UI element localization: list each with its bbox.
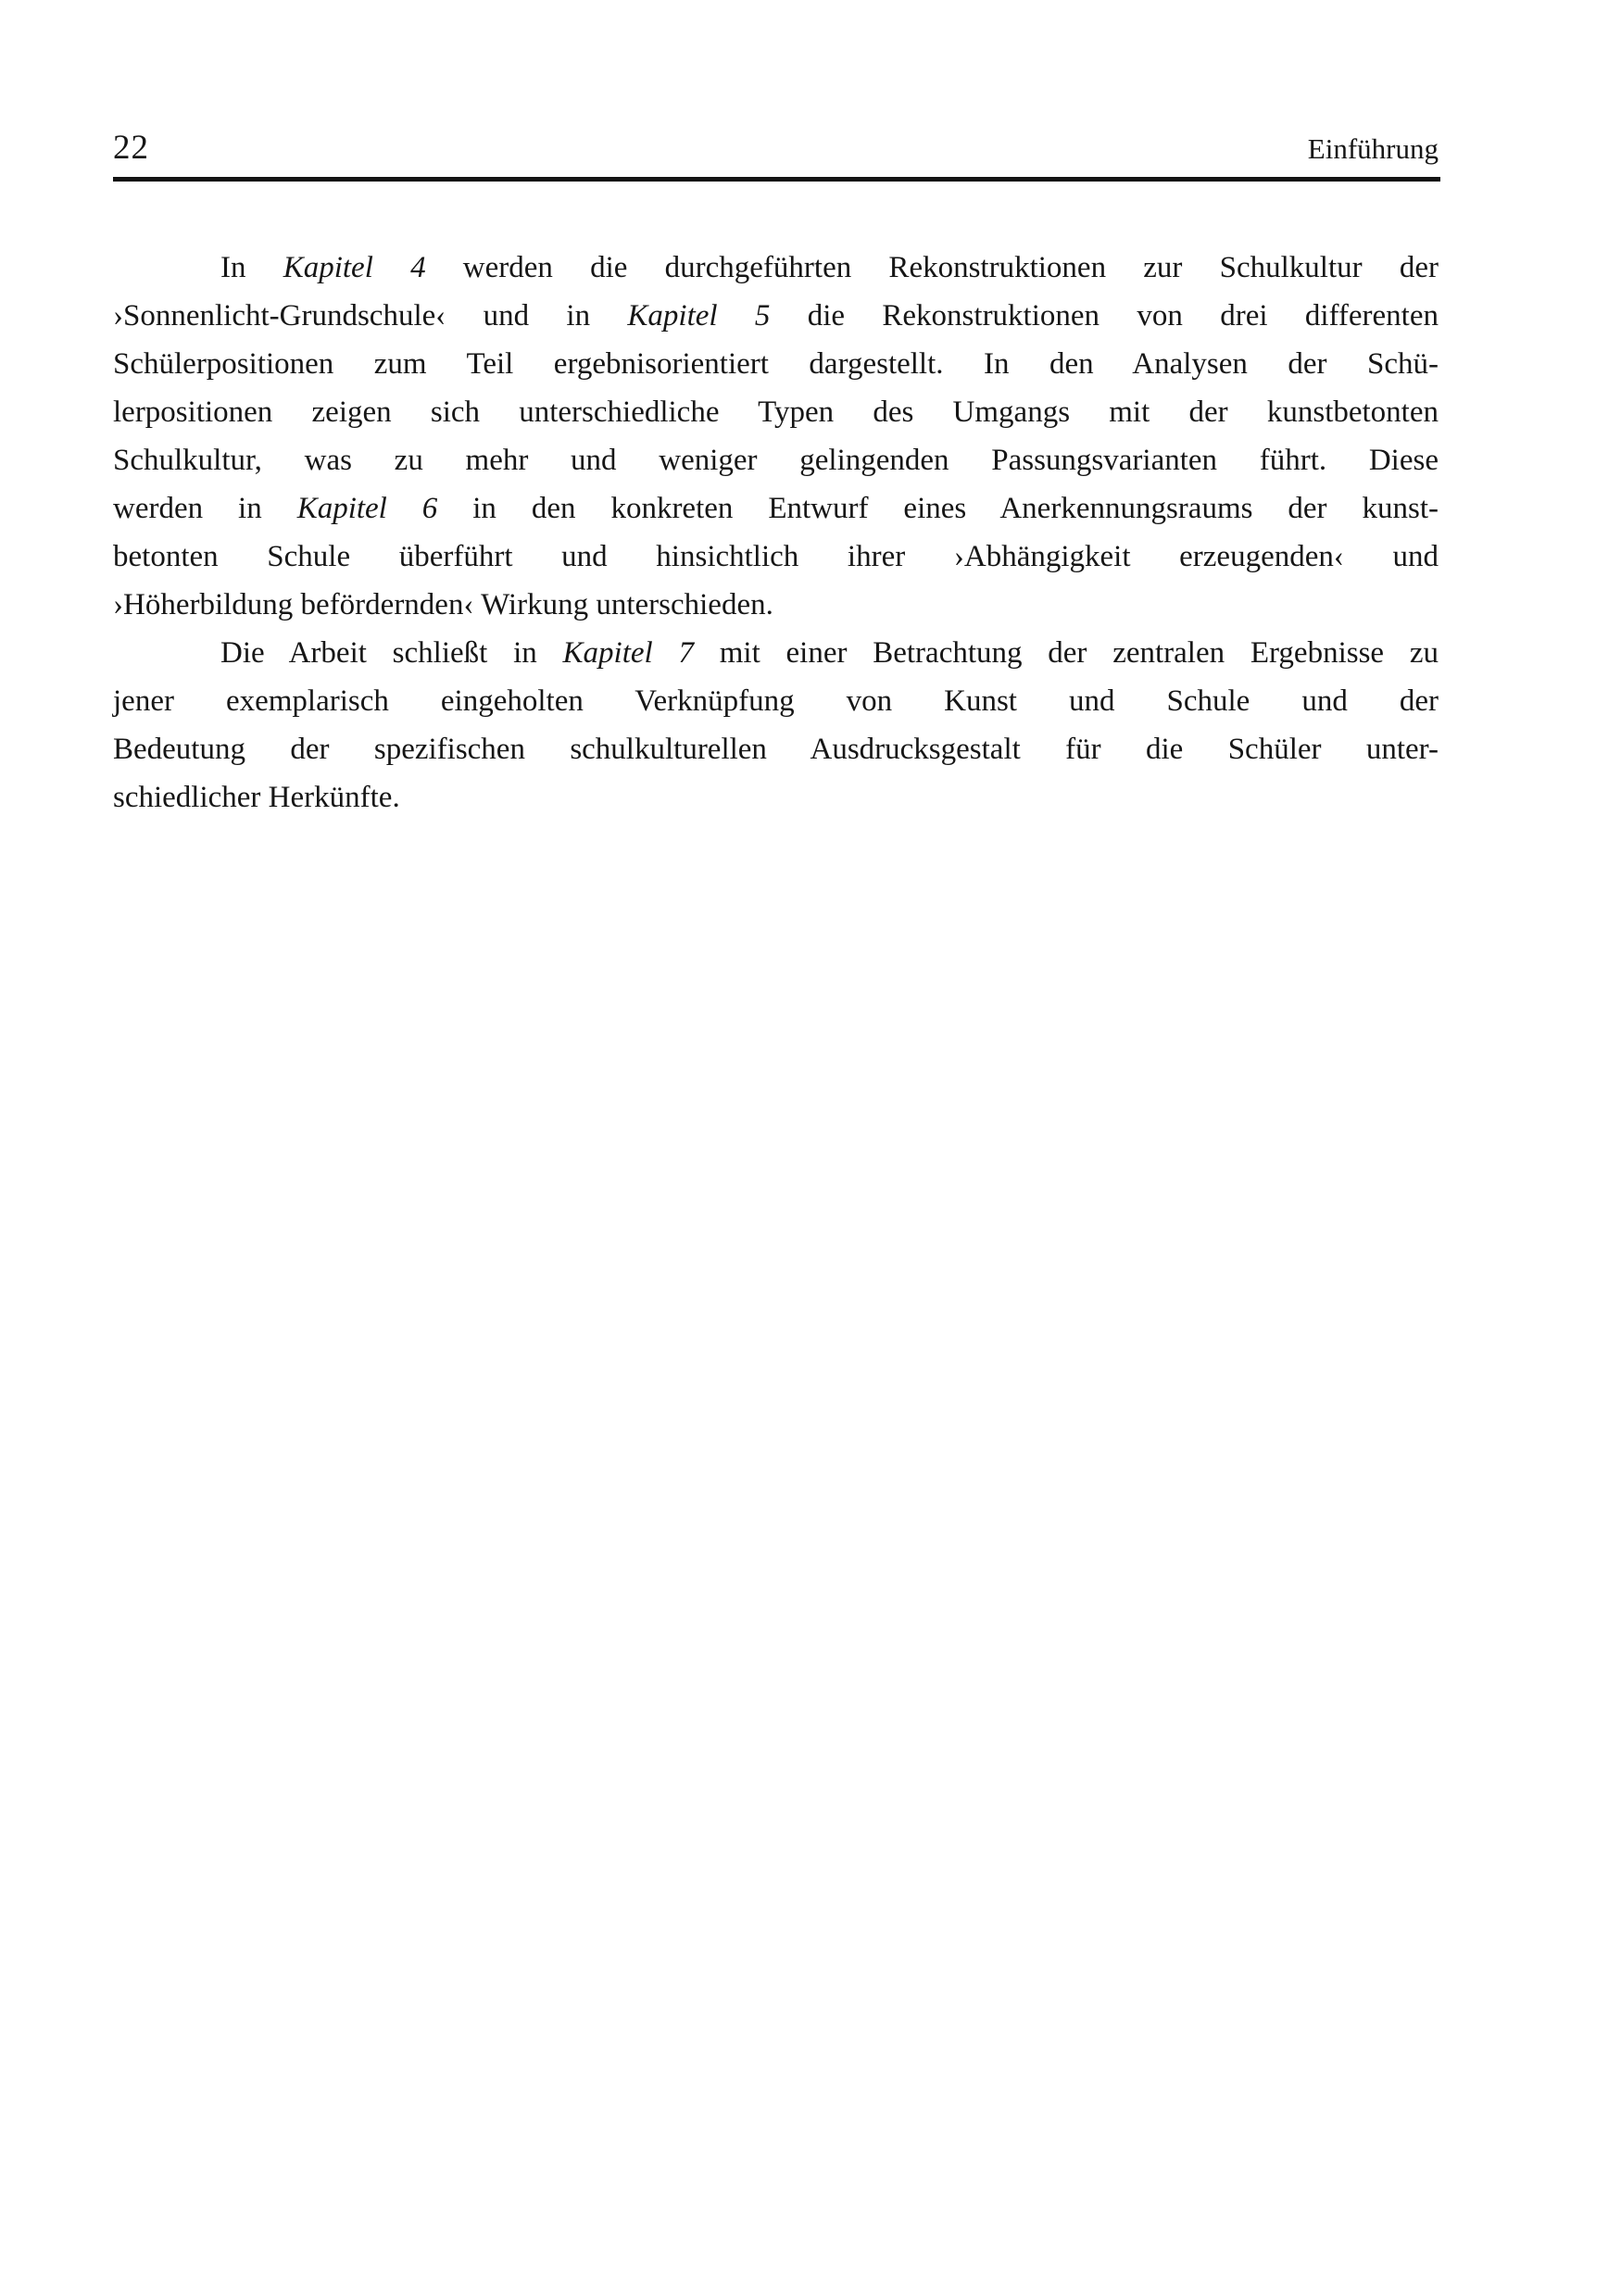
chapter-reference: Kapitel 4 bbox=[283, 251, 426, 284]
paragraph bbox=[113, 629, 1439, 822]
text-segment: In bbox=[220, 251, 283, 284]
text-segment: ›Höherbildung befördernden‹ Wirkung unterschieden. bbox=[113, 588, 773, 621]
text-line bbox=[113, 484, 1439, 533]
text-segment: Schulkultur, was zu mehr und weniger gelingenden Passungsvarianten führt. Diese bbox=[113, 444, 1439, 477]
body-text bbox=[113, 244, 1439, 822]
text-segment: ›Sonnenlicht-Grundschule‹ und in bbox=[113, 299, 628, 332]
running-title: Einführung bbox=[1307, 132, 1439, 165]
text-segment: mit einer Betrachtung der zentralen Ergebnisse zu bbox=[693, 636, 1439, 670]
text-segment: jener exemplarisch eingeholten Verknüpfung von Kunst und Schule und der bbox=[113, 684, 1439, 718]
text-segment: betonten Schule überführt und hinsichtlich ihrer ›Abhängigkeit erzeugenden‹ und bbox=[113, 540, 1439, 573]
text-line bbox=[113, 436, 1439, 484]
text-segment: werden die durchgeführten Rekonstruktionen zur Schulkultur der bbox=[425, 251, 1439, 284]
text-segment: lerpositionen zeigen sich unterschiedliche Typen des Umgangs mit der kunstbetonten bbox=[113, 395, 1439, 429]
page-number: 22 bbox=[113, 129, 149, 167]
running-header bbox=[113, 128, 1439, 168]
text-line bbox=[113, 340, 1439, 388]
header-rule bbox=[113, 177, 1440, 182]
paragraph bbox=[113, 244, 1439, 629]
text-segment: die Rekonstruktionen von drei differenten bbox=[770, 299, 1439, 332]
text-line bbox=[113, 581, 1439, 629]
text-segment: Schülerpositionen zum Teil ergebnisorientiert dargestellt. In den Analysen der Schü- bbox=[113, 347, 1439, 381]
text-segment: werden in bbox=[113, 492, 297, 525]
text-line bbox=[113, 388, 1439, 436]
text-segment: Bedeutung der spezifischen schulkulturellen Ausdrucksgestalt für die Schüler unter- bbox=[113, 733, 1439, 766]
text-segment: schiedlicher Herkünfte. bbox=[113, 781, 400, 814]
text-segment: in den konkreten Entwurf eines Anerkennungsraums der kunst- bbox=[437, 492, 1439, 525]
text-line bbox=[113, 244, 1439, 292]
text-line bbox=[113, 725, 1439, 773]
chapter-reference: Kapitel 7 bbox=[562, 636, 694, 670]
text-line bbox=[113, 629, 1439, 677]
chapter-reference: Kapitel 6 bbox=[296, 492, 438, 525]
text-line bbox=[113, 292, 1439, 340]
text-segment: Die Arbeit schließt in bbox=[220, 636, 563, 670]
text-line bbox=[113, 533, 1439, 581]
chapter-reference: Kapitel 5 bbox=[627, 299, 771, 332]
text-line bbox=[113, 677, 1439, 725]
text-line bbox=[113, 773, 1439, 822]
